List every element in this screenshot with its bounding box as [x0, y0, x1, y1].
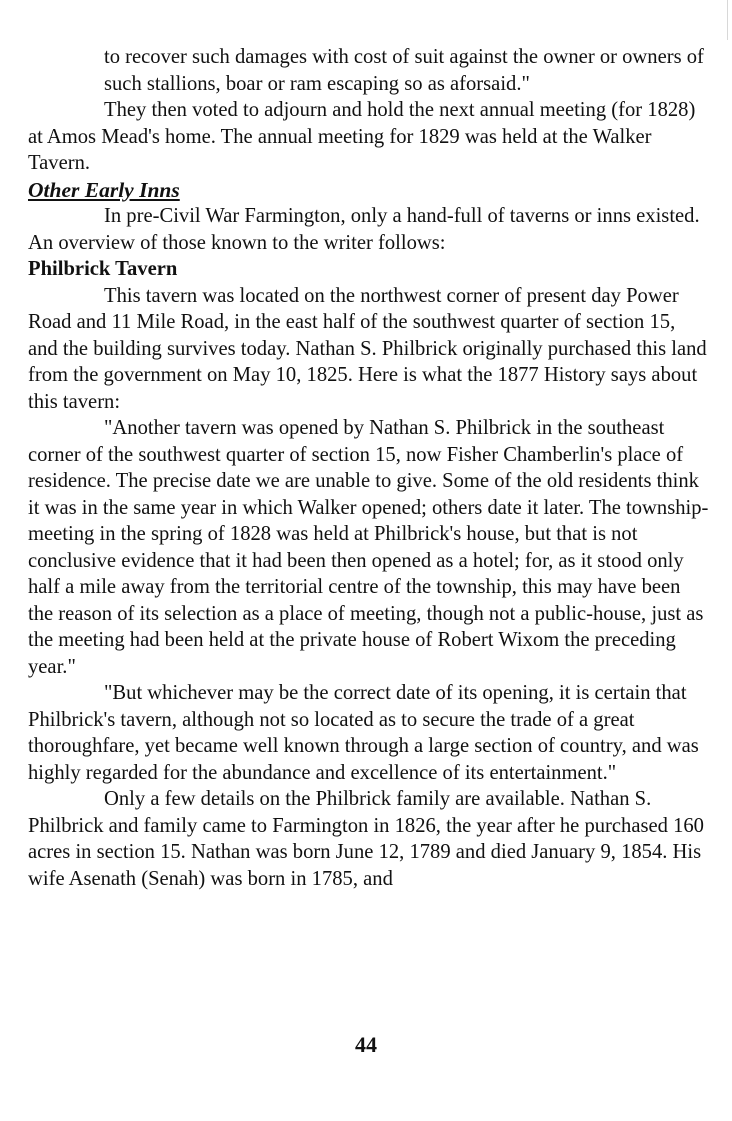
family-details-paragraph: Only a few details on the Philbrick family are available. Nathan S. Philbrick and family came to Farmington in 1826, the year after he purchased 160 acres in section 15. Nathan was born June 12, 1789 and died January 9, 1854. His wife Asenath (Senah) was born in 1785, and	[28, 788, 704, 890]
continued-quote-paragraph: to recover such damages with cost of suit against the owner or owners of such stallions, boar or ram escaping so as aforsaid."	[104, 46, 704, 95]
document-page	[28, 44, 710, 892]
history-quote-paragraph-2: "But whichever may be the correct date of its opening, it is certain that Philbrick's tavern, although not so located as to secure the trade of a great thoroughfare, yet became well known through a large section of country, and was highly regarded for the abundance and excellence of its entertainment."	[28, 682, 699, 784]
tavern-location-paragraph: This tavern was located on the northwest corner of present day Power Road and 11 Mile Road, in the east half of the southwest quarter of section 15, and the building survives today. Nathan S. Philbrick originally purchased this land from the government on May 10, 1825. Here is what the 1877 History says about this tavern:	[28, 284, 707, 413]
adjourn-paragraph: They then voted to adjourn and hold the next annual meeting (for 1828) at Amos Mead's home. The annual meeting for 1829 was held at the Walker Tavern.	[28, 99, 696, 174]
subsection-heading: Philbrick Tavern	[28, 258, 178, 280]
section-intro-paragraph: In pre-Civil War Farmington, only a hand-full of taverns or inns existed. An overview of those known to the writer follows:	[28, 205, 700, 254]
history-quote-paragraph: "Another tavern was opened by Nathan S. Philbrick in the southeast corner of the southwest quarter of section 15, now Fisher Chamberlin's place of residence. The precise date we are unable to give. Some of the old residents think it was in the same year in which Walker opened; others date it later. The township-meeting in the spring of 1828 was held at Philbrick's house, but that is not conclusive evidence that it had been then opened as a hotel; for, as it stood only half a mile away from the territorial centre of the township, this may have been the reason of its selection as a place of meeting, though not a public-house, just as the meeting had been held at the private house of Robert Wixom the preceding year."	[28, 417, 709, 678]
section-heading: Other Early Inns	[28, 177, 180, 202]
scan-edge-line	[727, 0, 728, 40]
page-number: 44	[355, 1032, 377, 1057]
